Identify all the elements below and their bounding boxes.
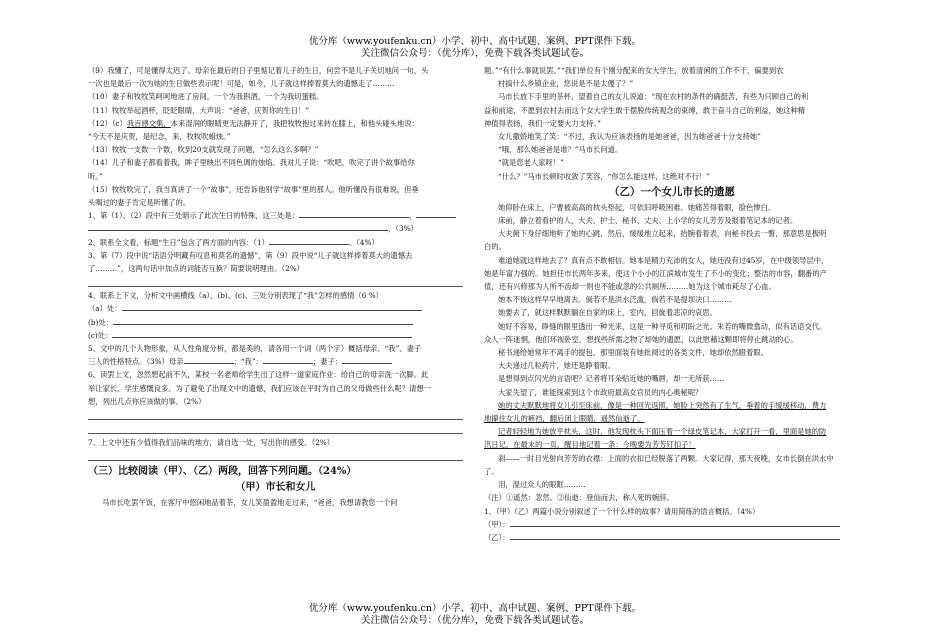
left-column: [88, 64, 463, 509]
question-1-right: 1、（甲）（乙）两篇小说分别叙述了一个什么样的故事？请用简练的语言概括。（4%）: [484, 506, 760, 516]
paragraph-14-b: 听。”: [88, 171, 103, 181]
jia-line: “就是您老人家呀！”: [498, 158, 564, 168]
question-2: 2、联系全文看，标题“生日”包含了两方面的内容：（1） 。（4%）: [88, 237, 379, 247]
yi-line: 刹——一时目光射向芳芳的衣襟：上面的衣扣已经脱落了两颗。大家记得，那天夜晚，女市长倒在洪水中: [498, 453, 834, 463]
yi-underlined-line: 地攥住女儿的裤裆，翻后闭上眼睛，遥然仙逝了。: [484, 414, 645, 424]
question-4-a: （a）处：: [88, 302, 463, 315]
jia-title: （甲）市长和女儿: [235, 482, 316, 494]
answer-blank[interactable]: [510, 531, 840, 540]
yi-title: （乙）一个女儿市长的遗愿: [609, 185, 735, 198]
answer-blank[interactable]: [342, 355, 392, 364]
paragraph-15-a: （15）牧牧吹完了，我当真讲了一个“故事”，还告诉他别学“故事”里的那人。他听懂没有很难说，但垂: [88, 184, 419, 194]
question-1-b: ，（3%）: [88, 222, 463, 235]
question-5-b: 三人的性格特点。（3%）母亲 ；“我”： ；妻子：: [88, 355, 463, 368]
answer-line[interactable]: [88, 449, 463, 461]
yi-line: 大夫递过几粒药片，她还是睁着眼。: [498, 361, 615, 371]
question-6-c: 想，列出几点你应该做的事。（2%）: [88, 396, 206, 406]
question-6-b: 举让家长、学生感慨良多。为了避免了出现文中的遗憾，我们应该在平时为自己的父母做些什么呢？请想一: [88, 383, 431, 393]
question-4-c: (c)处：: [88, 329, 463, 342]
answer-blank[interactable]: [88, 222, 388, 231]
yi-line: 她本不该这样早早地离去。倘若不是洪水泛滥，倘若不是提坝决口………: [498, 295, 732, 305]
yi-line: 众人一阵迷惘，他们环视卧室，想找些所需之物了却她的遗愿，以此慰藉这颗即将停止跳动的心。: [484, 334, 798, 344]
paragraph-14-a: （14）儿子和妻子都看着我，眸子里映出不同色调的烛焰。我对儿子说：“吹吧，吹完了讲个故事给你: [88, 158, 415, 168]
answer-blank[interactable]: [299, 209, 409, 218]
footer-line-1: 优分库（www.youfenku.cn）小学、初中、高中试题、案例、PPT课件下载。: [308, 603, 642, 614]
section-title: （三）比较阅读（甲）、（乙）两段，回答下列问题。（24%）: [88, 466, 357, 478]
yi-line: 大家失望了，谁能探索到这个市政府最高女官员的内心奥秘呢？: [498, 387, 703, 397]
question-6-a: 6、读罢上文，忽然想起前不久，某校一名老师给学生出了这样一道家庭作业：给自己的母亲洗一次脚。此: [88, 370, 429, 380]
yi-line: 值，还有兴修那为人所不齿却一则也不能或忽的公共厕所………她为这个城市耗尽了心血。: [484, 282, 776, 292]
answer-blank[interactable]: [184, 355, 234, 364]
paragraph-9-b: 一次也是最后一次为她的生日做些表示呢！可是，如今，儿子就这样捧着莫大的遗憾走了………: [88, 79, 395, 89]
question-4: 4、联系上下文，分析文中画横线（a）、(b)、(c)、三处分别表现了“我”怎样的感情（6 %）: [88, 291, 383, 301]
yi-underlined-line: 她的丈夫默默地将女儿引至床前，像是一种回光返照，她脸上突然有了生气，垂着的手缓缓移动，费力: [498, 400, 827, 410]
yi-line: 她仰卧在床上，户曹被高高的枕头垫起，可依旧呼吸困难。她痛苦得着眼，脸色惨白。: [498, 202, 776, 212]
right-column: [484, 64, 860, 544]
yi-line: 她是年富力强的。她担任市长两年多来，使这个小小的江滨城市发生了不小的变化；整洁的市容，翻番的产: [484, 268, 827, 278]
answer-blank[interactable]: [263, 355, 313, 364]
answer-jia: （甲）：: [484, 518, 860, 531]
answer-blank[interactable]: [510, 518, 840, 527]
question-5-a: 5、文中的几个人物形象，从人性角度分析，都是美的，请各用一个词（两个字）概括母亲、“我”、妻子: [88, 344, 422, 354]
answer-blank[interactable]: [269, 236, 349, 245]
yi-line: 泪，湿过众人的眼眶………: [498, 480, 586, 490]
yi-underlined-line: 汛日记，在最末的一页，醒目地记着一条：今晚要为芳芳钉扣子！: [484, 440, 696, 450]
question-1: 1、第（1）、（2）段中有三处暗示了此次生日的特殊，这三处是： ，: [88, 209, 463, 222]
header-line-1: 优分库（www.youfenku.cn）小学、初中、高中试题、案例、PPT课件下载。: [308, 36, 642, 47]
answer-blank[interactable]: [113, 316, 413, 325]
answer-line[interactable]: [88, 422, 463, 434]
yi-underlined-line: 记者轻轻地为她放平枕头，这时，他发现枕头下面压着一个绿皮笔记本，大家打开一看，里面是她的防: [498, 427, 827, 437]
paragraph-12: （12）（c）我百感交集，本来湿润的眼睛更无法静开了，我把牧牧抱过来转在膝上，和他头碰头地说：: [88, 118, 419, 128]
yi-line: 白的。: [484, 242, 506, 252]
jia-line: 马市长放下手里的茶杯，望着自己的女儿说道：“现在农村的条件的确挺苦，有些为只顾自己的利: [498, 92, 809, 102]
jia-line: 题。”“有什么事就说罢。”“我们单位有个刚分配来的女大学生，放着清闲的工作不干，偏要到农: [484, 66, 784, 75]
page-header: [0, 36, 950, 60]
xian-term: 仙逝: [615, 414, 630, 424]
paragraph-12-b: “今天不是庆贺，是纪念，来，牧牧吹蜡烛。”: [88, 132, 231, 142]
question-3-b: 了………”，这两句话中加点的词能否互换？简要说明理由。（2%）: [88, 264, 304, 274]
yi-line: 难道她就这样地去了？真有点不敢相信。她本是精力充沛的女人，她还没有过45岁，在中级领导层中，: [498, 255, 829, 265]
header-line-2: 关注微信公众号：（优分库），免费下载各类试题试卷。: [360, 48, 589, 59]
paragraph-9-a: （9）我懂了，可是懂得太迟了。母亲在最后的日子里惦记着儿子的生日，何尝不是儿子关切地问一句，头: [88, 66, 429, 75]
yi-line: 她要去了，就这样默默躺在自家的床上，室内，回旋着悲凉的哀思。: [498, 308, 717, 318]
yi-line: 是想得到点闪光的言语吧？记者将耳朵贴近她的嘴唇，却一无所获……: [498, 374, 725, 384]
yi-line: 大夫俯下身仔细地听了她的心跳，然后，缓缓地立起来，抬腕看着表，向秘书投去一瞥，那意思是极明: [498, 229, 827, 239]
note-line: （注）①遥然：忽然。②仙逝：登仙而去，称人死的婉辞。: [484, 493, 674, 503]
yi-line: 了。: [484, 466, 499, 476]
jia-line: 神值得表扬，我们一定要大力支持。”: [484, 118, 601, 128]
jia-line: 益和前途，不愿到农村去而这个女大学生敢于摆脱传统观念的束缚，敢于奋斗自己的利益，她这种精: [484, 105, 806, 115]
jia-line: “什么？”马市长顿时收敛了笑容，“你怎么能这样，这绝对不行！”: [498, 171, 710, 181]
paragraph-11: （11）牧牧举起酒杯，眨眨眼睛，大声说：“爸爸，庆贺你的生日！”: [88, 105, 310, 115]
paragraph-15-b: 头喝过的妻子肯定是听懂了的。: [88, 198, 191, 208]
question-4-b: (b)处：: [88, 316, 463, 329]
jia-first-line: 马市长吃罢午饭，在客厅中悠闲地品着茶，女儿笑盈盈地走过来，“爸爸，我想请教您一个问: [102, 498, 398, 508]
yi-line: 她好不容易，睁缝的眼里透出一种光来，这是一种寻觅和叨盼之光。朱若的嘴微翕动，似有话语交代。: [498, 321, 827, 331]
answer-line[interactable]: [88, 408, 463, 420]
paragraph-10: （10）妻子和牧牧笑呵呵地进了房间，一个为我斟酒，一个为我切蛋糕。: [88, 92, 324, 102]
jia-line: 女儿撒娇地笑了笑：“不过，我认为应该表扬的是她爸爸，因为她爸爸十分支持她”: [498, 132, 761, 142]
question-3-a: 3、第（7）段中说“话语分明藏有叹息和莫名的遗憾”，第（9）段中说“儿子就这样捧着莫大的遗憾去: [88, 250, 413, 260]
underlined-c: 我百感交集，: [126, 118, 171, 128]
answer-blank[interactable]: [122, 302, 422, 311]
yi-line: 床前，静立着看护的人，大夫、护士、秘书、丈夫、上小学的女儿芳芳及报着笔记本的记者。: [498, 216, 798, 226]
answer-blank[interactable]: [416, 209, 456, 218]
page-footer: [0, 603, 950, 627]
jia-line: “哦，那么她爸爸是谁？”马市长问道。: [498, 145, 623, 155]
answer-blank[interactable]: [112, 329, 412, 338]
paragraph-13: （13）牧牧一支数一个数，吹到20支就发现了问题，“怎么这么多啊？”: [88, 145, 319, 155]
jia-line: 村搞什么乡镇企业，您说是不是太傻了？”: [498, 79, 634, 89]
answer-line[interactable]: [88, 275, 463, 287]
question-7: 7、上文中还有少值得我们品味的地方，请自选一处，写出你的感受。（2%）: [88, 438, 335, 448]
yi-line: 秘书递给她常年不离手的提包，那里面装有她批阅过的各类文件，她却依然瞪着眼。: [498, 348, 768, 358]
answer-yi: （乙）：: [484, 531, 860, 544]
footer-line-2: 关注微信公众号：（优分库），免费下载各类试题试卷。: [360, 615, 589, 626]
